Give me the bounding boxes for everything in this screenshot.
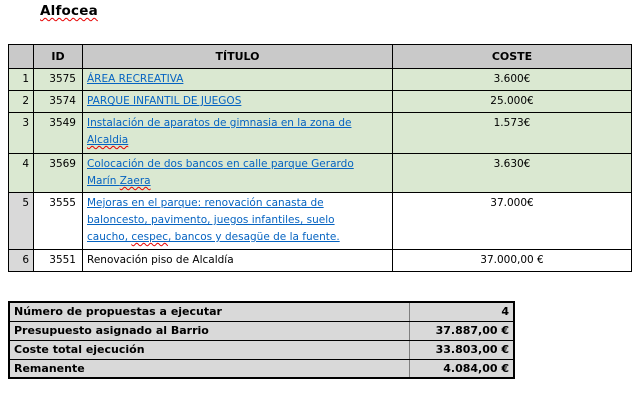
header-id: ID: [34, 45, 83, 69]
id-cell: 3574: [34, 91, 83, 113]
misspelled-word: Alcaldia: [87, 134, 129, 146]
title-cell: [83, 250, 393, 272]
title-link[interactable]: Mejoras en el parque: renovación canasta de baloncesto, pavimento, juegos infantiles, suelo caucho, cespec, bancos y desagüe de la fuente.: [87, 197, 340, 243]
summary-table: [8, 301, 515, 379]
cost-cell: 3.630€: [393, 154, 632, 193]
title-link[interactable]: ÁREA RECREATIVA: [87, 73, 184, 85]
cost-cell: 37.000€: [393, 193, 632, 250]
summary-row: [9, 359, 514, 378]
summary-value: 4: [409, 302, 514, 321]
title-link[interactable]: PARQUE INFANTIL DE JUEGOS: [87, 95, 242, 107]
header-coste: COSTE: [393, 45, 632, 69]
id-cell: 3575: [34, 69, 83, 91]
summary-label: Coste total ejecución: [9, 340, 409, 359]
id-cell: 3549: [34, 113, 83, 154]
summary-row: [9, 302, 514, 321]
header-corner-cell: [9, 45, 34, 69]
id-cell: 3569: [34, 154, 83, 193]
misspelled-word: cespec: [131, 231, 168, 243]
table-row: [9, 113, 632, 154]
id-cell: 3555: [34, 193, 83, 250]
summary-value: 33.803,00 €: [409, 340, 514, 359]
row-number-cell: 1: [9, 69, 34, 91]
table-row: [9, 193, 632, 250]
summary-row: [9, 321, 514, 340]
table-row: [9, 91, 632, 113]
header-row: [9, 45, 632, 69]
summary-value: 37.887,00 €: [409, 321, 514, 340]
summary-label: Número de propuestas a ejecutar: [9, 302, 409, 321]
title-link[interactable]: Instalación de aparatos de gimnasia en la zona de Alcaldia: [87, 117, 352, 146]
cost-cell: 25.000€: [393, 91, 632, 113]
summary-row: [9, 340, 514, 359]
cost-cell: 1.573€: [393, 113, 632, 154]
summary-label: Presupuesto asignado al Barrio: [9, 321, 409, 340]
table-row: [9, 154, 632, 193]
title-link[interactable]: Colocación de dos bancos en calle parque Gerardo Marín Zaera: [87, 158, 354, 187]
row-number-cell: 5: [9, 193, 34, 250]
title-cell: [83, 91, 393, 113]
proposals-table: [8, 44, 632, 272]
row-number-cell: 6: [9, 250, 34, 272]
page-title: Alfocea: [40, 3, 98, 19]
summary-value: 4.084,00 €: [409, 359, 514, 378]
table-row: [9, 250, 632, 272]
header-titulo: TÍTULO: [83, 45, 393, 69]
misspelled-word: Zaera: [119, 175, 151, 187]
row-number-cell: 3: [9, 113, 34, 154]
title-cell: [83, 154, 393, 193]
cost-cell: 3.600€: [393, 69, 632, 91]
table-row: [9, 69, 632, 91]
row-number-cell: 2: [9, 91, 34, 113]
row-number-cell: 4: [9, 154, 34, 193]
title-cell: [83, 69, 393, 91]
cost-cell: 37.000,00 €: [393, 250, 632, 272]
summary-label: Remanente: [9, 359, 409, 378]
title-cell: [83, 113, 393, 154]
id-cell: 3551: [34, 250, 83, 272]
title-text: Renovación piso de Alcaldía: [87, 254, 234, 266]
title-cell: [83, 193, 393, 250]
